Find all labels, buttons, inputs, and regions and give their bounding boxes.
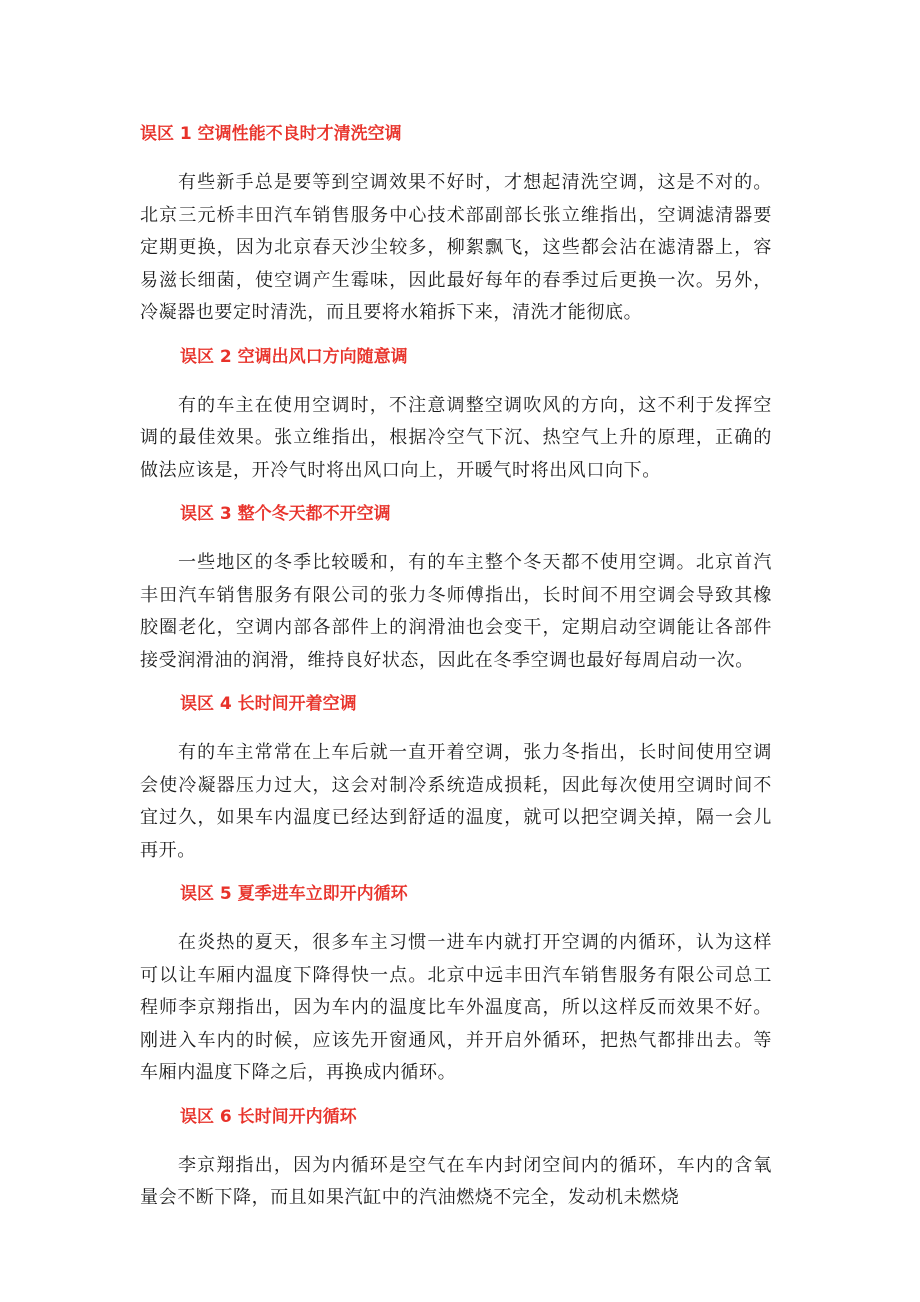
section-heading: 误区 2 空调出风口方向随意调: [180, 346, 408, 367]
section-heading: 误区 3 整个冬天都不开空调: [180, 504, 391, 524]
article-body: [140, 117, 772, 1215]
section-paragraph: 有的车主在使用空调时，不注意调整空调吹风的方向，这不利于发挥空调的最佳效果。张立维指出，根据冷空气下沉、热空气上升的原理，正确的做法应该是，开冷气时将出风口向上，开暖气时将出风口向下。: [140, 394, 772, 481]
section-paragraph: 李京翔指出，因为内循环是空气在车内封闭空间内的循环，车内的含氧量会不断下降，而且如果汽缸中的汽油燃烧不完全，发动机未燃烧: [140, 1154, 772, 1208]
section-paragraph: 有些新手总是要等到空调效果不好时，才想起清洗空调，这是不对的。北京三元桥丰田汽车销售服务中心技术部副部长张立维指出，空调滤清器要定期更换，因为北京春天沙尘较多，柳絮飘飞，这些都会沾在滤清器上，容易滋长细菌，使空调产生霉味，因此最好每年的春季过后更换一次。另外，冷凝器也要定时清洗，而且要将水箱拆下来，清洗才能彻底。: [140, 172, 772, 323]
section-2: [140, 340, 772, 488]
section-heading: 误区 4 长时间开着空调: [180, 694, 357, 714]
section-4: [140, 687, 772, 867]
section-1: [140, 117, 772, 330]
section-heading: 误区 6 长时间开内循环: [180, 1106, 357, 1127]
section-paragraph: 在炎热的夏天，很多车主习惯一进车内就打开空调的内循环，认为这样可以让车厢内温度下降得快一点。北京中远丰田汽车销售服务有限公司总工程师李京翔指出，因为车内的温度比车外温度高，所以这样反而效果不好。刚进入车内的时候，应该先开窗通风，并开启外循环，把热气都排出去。等车厢内温度下降之后，再换成内循环。: [140, 932, 772, 1083]
section-paragraph: 一些地区的冬季比较暖和，有的车主整个冬天都不使用空调。北京首汽丰田汽车销售服务有限公司的张力冬师傅指出，长时间不用空调会导致其橡胶圈老化，空调内部各部件上的润滑油也会变干，定期启动空调能让各部件接受润滑油的润滑，维持良好状态，因此在冬季空调也最好每周启动一次。: [140, 552, 772, 671]
section-5: [140, 877, 772, 1090]
section-heading: 误区 5 夏季进车立即开内循环: [180, 884, 408, 904]
section-paragraph: 有的车主常常在上车后就一直开着空调，张力冬指出，长时间使用空调会使冷凝器压力过大，这会对制冷系统造成损耗，因此每次使用空调时间不宜过久，如果车内温度已经达到舒适的温度，就可以把空调关掉，隔一会儿再开。: [140, 742, 772, 861]
section-6: [140, 1100, 772, 1215]
section-heading: 误区 1 空调性能不良时才清洗空调: [140, 124, 402, 144]
section-3: [140, 497, 772, 677]
